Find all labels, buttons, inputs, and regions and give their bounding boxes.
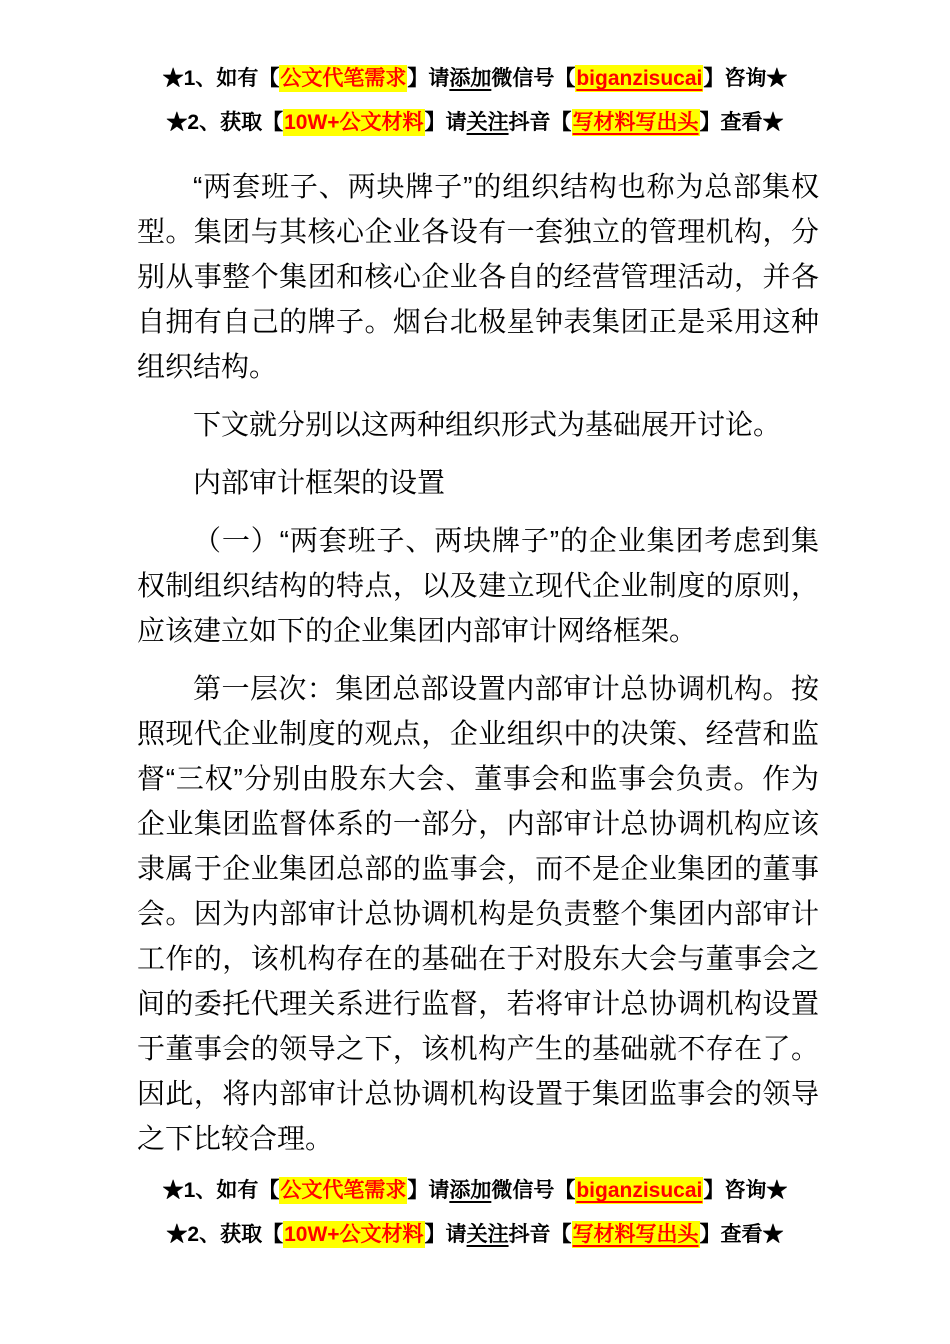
promo-text: 】请 [424, 111, 467, 134]
promo-text: 抖音【 [508, 1223, 572, 1246]
promo-line-2 [0, 1220, 950, 1250]
wechat-id: biganzisucai [576, 67, 703, 90]
promo-prefix: ★2、获取【 [166, 1223, 284, 1246]
underlined-action: 关注 [466, 111, 509, 134]
douyin-account-name: 写材料写出头 [572, 1223, 699, 1246]
promo-line-1 [0, 1176, 950, 1206]
promo-text: 微信号【 [491, 67, 576, 90]
promo-suffix: 】咨询★ [703, 67, 788, 90]
underlined-action: 添加 [449, 1179, 492, 1202]
document-body [137, 164, 819, 1174]
promo-banner-top [0, 64, 950, 152]
paragraph-section-heading: 内部审计框架的设置 [193, 467, 446, 498]
promo-prefix: ★2、获取【 [166, 111, 284, 134]
wechat-id: biganzisucai [576, 1179, 703, 1202]
highlighted-service-label: 公文代笔需求 [280, 1179, 407, 1202]
promo-prefix: ★1、如有【 [162, 1179, 280, 1202]
douyin-account-name: 写材料写出头 [572, 111, 699, 134]
highlighted-service-label: 公文代笔需求 [280, 67, 407, 90]
promo-line-1 [0, 64, 950, 94]
highlighted-material-label: 10W+公文材料 [284, 111, 424, 134]
promo-suffix: 】查看★ [699, 111, 784, 134]
paragraph-org-structure: “两套班子、两块牌子”的组织结构也称为总部集权型。集团与其核心企业各设有一套独立的管理机构，分别从事整个集团和核心企业各自的经营管理活动，并各自拥有自己的牌子。烟台北极星钟表集团正是采用这种组织结构。 [137, 171, 819, 382]
underlined-action: 添加 [449, 67, 492, 90]
promo-text: 】请 [424, 1223, 467, 1246]
promo-suffix: 】咨询★ [703, 1179, 788, 1202]
highlighted-material-label: 10W+公文材料 [284, 1223, 424, 1246]
paragraph-transition: 下文就分别以这两种组织形式为基础展开讨论。 [193, 409, 782, 440]
paragraph-item-one: （一）“两套班子、两块牌子”的企业集团考虑到集权制组织结构的特点，以及建立现代企业制度的原则，应该建立如下的企业集团内部审计网络框架。 [137, 525, 819, 646]
promo-text: 】请 [407, 1179, 450, 1202]
promo-text: 微信号【 [491, 1179, 576, 1202]
promo-text: 抖音【 [508, 111, 572, 134]
promo-banner-bottom [0, 1176, 950, 1264]
promo-text: 】请 [407, 67, 450, 90]
promo-prefix: ★1、如有【 [162, 67, 280, 90]
underlined-action: 关注 [466, 1223, 509, 1246]
paragraph-first-level: 第一层次：集团总部设置内部审计总协调机构。按照现代企业制度的观点，企业组织中的决策、经营和监督“三权”分别由股东大会、董事会和监事会负责。作为企业集团监督体系的一部分，内部审计总协调机构应该隶属于企业集团总部的监事会，而不是企业集团的董事会。因为内部审计总协调机构是负责整个集团内部审计工作的，该机构存在的基础在于对股东大会与董事会之间的委托代理关系进行监督，若将审计总协调机构设置于董事会的领导之下，该机构产生的基础就不存在了。因此，将内部审计总协调机构设置于集团监事会的领导之下比较合理。 [137, 673, 819, 1154]
promo-line-2 [0, 108, 950, 138]
promo-suffix: 】查看★ [699, 1223, 784, 1246]
